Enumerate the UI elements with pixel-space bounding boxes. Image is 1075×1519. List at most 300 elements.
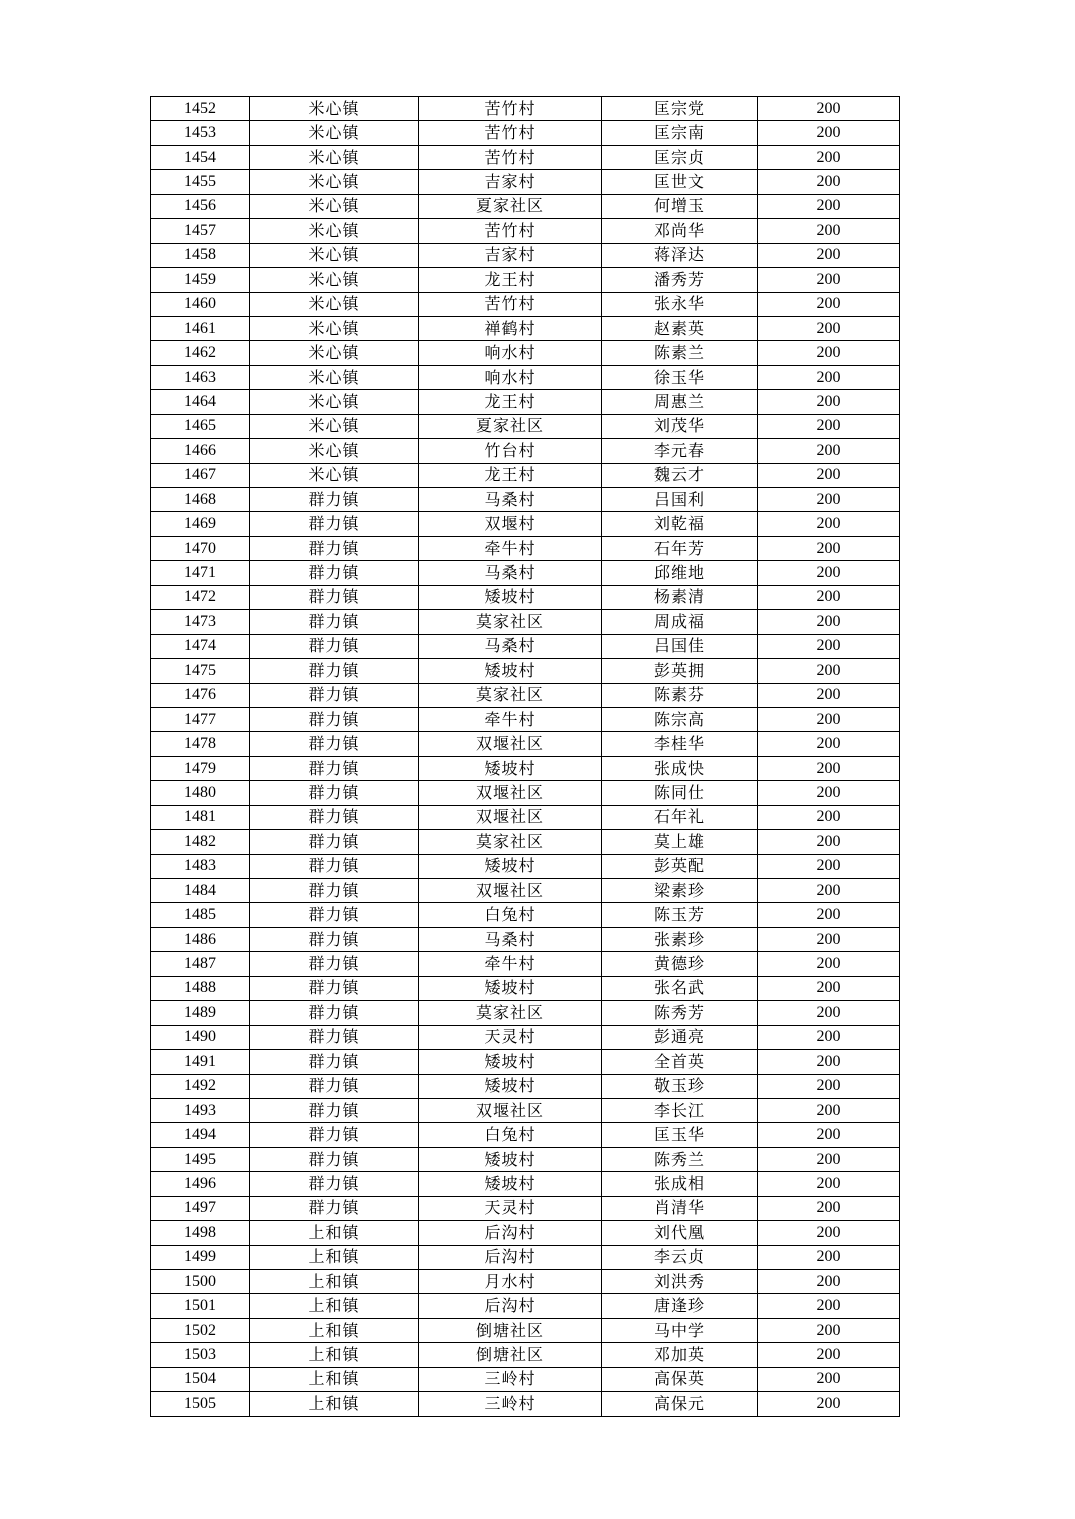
table-row	[151, 341, 900, 365]
village-cell: 三岭村	[419, 1367, 602, 1391]
table-row	[151, 463, 900, 487]
row-number-cell: 1466	[151, 439, 250, 463]
table-row	[151, 194, 900, 218]
amount-cell: 200	[758, 585, 900, 609]
village-cell: 后沟村	[419, 1245, 602, 1269]
row-number-cell: 1460	[151, 292, 250, 316]
amount-cell: 200	[758, 1074, 900, 1098]
village-cell: 矮坡村	[419, 1172, 602, 1196]
table-row	[151, 1050, 900, 1074]
row-number-cell: 1455	[151, 170, 250, 194]
village-cell: 双堰村	[419, 512, 602, 536]
row-number-cell: 1456	[151, 194, 250, 218]
person-name-cell: 张永华	[602, 292, 758, 316]
amount-cell: 200	[758, 1172, 900, 1196]
village-cell: 莫家社区	[419, 830, 602, 854]
row-number-cell: 1482	[151, 830, 250, 854]
village-cell: 马桑村	[419, 634, 602, 658]
row-number-cell: 1493	[151, 1098, 250, 1122]
village-cell: 双堰社区	[419, 805, 602, 829]
table-row	[151, 830, 900, 854]
roster-table	[150, 96, 900, 1417]
row-number-cell: 1457	[151, 219, 250, 243]
row-number-cell: 1480	[151, 781, 250, 805]
row-number-cell: 1469	[151, 512, 250, 536]
amount-cell: 200	[758, 268, 900, 292]
amount-cell: 200	[758, 1147, 900, 1171]
village-cell: 吉家村	[419, 170, 602, 194]
row-number-cell: 1495	[151, 1147, 250, 1171]
row-number-cell: 1454	[151, 145, 250, 169]
village-cell: 马桑村	[419, 561, 602, 585]
amount-cell: 200	[758, 1245, 900, 1269]
table-row	[151, 1392, 900, 1416]
person-name-cell: 徐玉华	[602, 365, 758, 389]
town-cell: 群力镇	[250, 1123, 419, 1147]
town-cell: 上和镇	[250, 1245, 419, 1269]
town-cell: 群力镇	[250, 634, 419, 658]
table-row	[151, 707, 900, 731]
amount-cell: 200	[758, 463, 900, 487]
row-number-cell: 1462	[151, 341, 250, 365]
person-name-cell: 全首英	[602, 1050, 758, 1074]
table-row	[151, 243, 900, 267]
row-number-cell: 1465	[151, 414, 250, 438]
town-cell: 群力镇	[250, 1050, 419, 1074]
amount-cell: 200	[758, 805, 900, 829]
town-cell: 上和镇	[250, 1221, 419, 1245]
amount-cell: 200	[758, 976, 900, 1000]
row-number-cell: 1464	[151, 390, 250, 414]
town-cell: 群力镇	[250, 610, 419, 634]
table-row	[151, 268, 900, 292]
village-cell: 龙王村	[419, 463, 602, 487]
row-number-cell: 1488	[151, 976, 250, 1000]
person-name-cell: 匡宗南	[602, 121, 758, 145]
town-cell: 群力镇	[250, 1172, 419, 1196]
table-row	[151, 365, 900, 389]
town-cell: 群力镇	[250, 512, 419, 536]
village-cell: 矮坡村	[419, 1147, 602, 1171]
person-name-cell: 陈玉芳	[602, 903, 758, 927]
village-cell: 天灵村	[419, 1025, 602, 1049]
table-row	[151, 952, 900, 976]
person-name-cell: 莫上雄	[602, 830, 758, 854]
person-name-cell: 匡世文	[602, 170, 758, 194]
person-name-cell: 陈素兰	[602, 341, 758, 365]
town-cell: 群力镇	[250, 805, 419, 829]
amount-cell: 200	[758, 1221, 900, 1245]
table-row	[151, 903, 900, 927]
person-name-cell: 魏云才	[602, 463, 758, 487]
table-row	[151, 1025, 900, 1049]
town-cell: 米心镇	[250, 316, 419, 340]
table-row	[151, 97, 900, 121]
town-cell: 群力镇	[250, 854, 419, 878]
person-name-cell: 陈秀兰	[602, 1147, 758, 1171]
row-number-cell: 1503	[151, 1343, 250, 1367]
town-cell: 米心镇	[250, 170, 419, 194]
town-cell: 群力镇	[250, 781, 419, 805]
table-row	[151, 1098, 900, 1122]
person-name-cell: 陈秀芳	[602, 1001, 758, 1025]
village-cell: 后沟村	[419, 1294, 602, 1318]
village-cell: 矮坡村	[419, 854, 602, 878]
town-cell: 群力镇	[250, 879, 419, 903]
town-cell: 群力镇	[250, 1001, 419, 1025]
person-name-cell: 邱维地	[602, 561, 758, 585]
person-name-cell: 潘秀芳	[602, 268, 758, 292]
row-number-cell: 1477	[151, 707, 250, 731]
amount-cell: 200	[758, 707, 900, 731]
table-row	[151, 561, 900, 585]
town-cell: 群力镇	[250, 1025, 419, 1049]
amount-cell: 200	[758, 121, 900, 145]
town-cell: 米心镇	[250, 121, 419, 145]
table-row	[151, 634, 900, 658]
person-name-cell: 张成快	[602, 756, 758, 780]
town-cell: 米心镇	[250, 341, 419, 365]
amount-cell: 200	[758, 1270, 900, 1294]
amount-cell: 200	[758, 1001, 900, 1025]
row-number-cell: 1478	[151, 732, 250, 756]
row-number-cell: 1461	[151, 316, 250, 340]
row-number-cell: 1504	[151, 1367, 250, 1391]
village-cell: 马桑村	[419, 927, 602, 951]
village-cell: 三岭村	[419, 1392, 602, 1416]
row-number-cell: 1476	[151, 683, 250, 707]
row-number-cell: 1481	[151, 805, 250, 829]
amount-cell: 200	[758, 292, 900, 316]
town-cell: 群力镇	[250, 927, 419, 951]
amount-cell: 200	[758, 512, 900, 536]
person-name-cell: 刘洪秀	[602, 1270, 758, 1294]
person-name-cell: 匡宗党	[602, 97, 758, 121]
person-name-cell: 敬玉珍	[602, 1074, 758, 1098]
person-name-cell: 张素珍	[602, 927, 758, 951]
row-number-cell: 1486	[151, 927, 250, 951]
row-number-cell: 1499	[151, 1245, 250, 1269]
table-row	[151, 1343, 900, 1367]
person-name-cell: 赵素英	[602, 316, 758, 340]
town-cell: 群力镇	[250, 536, 419, 560]
town-cell: 群力镇	[250, 683, 419, 707]
town-cell: 上和镇	[250, 1367, 419, 1391]
village-cell: 莫家社区	[419, 1001, 602, 1025]
row-number-cell: 1505	[151, 1392, 250, 1416]
town-cell: 上和镇	[250, 1270, 419, 1294]
village-cell: 马桑村	[419, 488, 602, 512]
amount-cell: 200	[758, 561, 900, 585]
town-cell: 群力镇	[250, 903, 419, 927]
person-name-cell: 匡宗贞	[602, 145, 758, 169]
person-name-cell: 彭英配	[602, 854, 758, 878]
amount-cell: 200	[758, 1343, 900, 1367]
row-number-cell: 1467	[151, 463, 250, 487]
amount-cell: 200	[758, 781, 900, 805]
person-name-cell: 邓尚华	[602, 219, 758, 243]
row-number-cell: 1483	[151, 854, 250, 878]
amount-cell: 200	[758, 414, 900, 438]
person-name-cell: 陈素芬	[602, 683, 758, 707]
row-number-cell: 1492	[151, 1074, 250, 1098]
village-cell: 莫家社区	[419, 683, 602, 707]
table-row	[151, 316, 900, 340]
person-name-cell: 黄德珍	[602, 952, 758, 976]
row-number-cell: 1497	[151, 1196, 250, 1220]
table-row	[151, 805, 900, 829]
village-cell: 苦竹村	[419, 121, 602, 145]
amount-cell: 200	[758, 170, 900, 194]
table-row	[151, 536, 900, 560]
person-name-cell: 李元春	[602, 439, 758, 463]
town-cell: 米心镇	[250, 414, 419, 438]
village-cell: 双堰社区	[419, 879, 602, 903]
person-name-cell: 肖清华	[602, 1196, 758, 1220]
table-row	[151, 879, 900, 903]
table-row	[151, 1367, 900, 1391]
row-number-cell: 1498	[151, 1221, 250, 1245]
amount-cell: 200	[758, 659, 900, 683]
town-cell: 上和镇	[250, 1318, 419, 1342]
town-cell: 群力镇	[250, 707, 419, 731]
row-number-cell: 1453	[151, 121, 250, 145]
table-row	[151, 414, 900, 438]
village-cell: 双堰社区	[419, 732, 602, 756]
town-cell: 群力镇	[250, 952, 419, 976]
amount-cell: 200	[758, 732, 900, 756]
person-name-cell: 陈同仕	[602, 781, 758, 805]
row-number-cell: 1500	[151, 1270, 250, 1294]
person-name-cell: 高保元	[602, 1392, 758, 1416]
amount-cell: 200	[758, 903, 900, 927]
village-cell: 苦竹村	[419, 219, 602, 243]
person-name-cell: 蒋泽达	[602, 243, 758, 267]
village-cell: 牵牛村	[419, 707, 602, 731]
amount-cell: 200	[758, 634, 900, 658]
amount-cell: 200	[758, 952, 900, 976]
town-cell: 群力镇	[250, 756, 419, 780]
row-number-cell: 1475	[151, 659, 250, 683]
row-number-cell: 1452	[151, 97, 250, 121]
village-cell: 莫家社区	[419, 610, 602, 634]
village-cell: 矮坡村	[419, 659, 602, 683]
person-name-cell: 吕国利	[602, 488, 758, 512]
amount-cell: 200	[758, 879, 900, 903]
table-row	[151, 170, 900, 194]
amount-cell: 200	[758, 830, 900, 854]
person-name-cell: 吕国佳	[602, 634, 758, 658]
town-cell: 上和镇	[250, 1343, 419, 1367]
town-cell: 群力镇	[250, 1196, 419, 1220]
amount-cell: 200	[758, 365, 900, 389]
row-number-cell: 1459	[151, 268, 250, 292]
person-name-cell: 石年礼	[602, 805, 758, 829]
village-cell: 倒塘社区	[419, 1343, 602, 1367]
village-cell: 双堰社区	[419, 781, 602, 805]
person-name-cell: 何增玉	[602, 194, 758, 218]
amount-cell: 200	[758, 1392, 900, 1416]
table-row	[151, 659, 900, 683]
village-cell: 双堰社区	[419, 1098, 602, 1122]
town-cell: 米心镇	[250, 439, 419, 463]
amount-cell: 200	[758, 683, 900, 707]
village-cell: 竹台村	[419, 439, 602, 463]
village-cell: 后沟村	[419, 1221, 602, 1245]
village-cell: 倒塘社区	[419, 1318, 602, 1342]
table-row	[151, 390, 900, 414]
table-row	[151, 854, 900, 878]
person-name-cell: 张成相	[602, 1172, 758, 1196]
row-number-cell: 1472	[151, 585, 250, 609]
table-row	[151, 1245, 900, 1269]
town-cell: 上和镇	[250, 1294, 419, 1318]
town-cell: 米心镇	[250, 194, 419, 218]
table-row	[151, 145, 900, 169]
amount-cell: 200	[758, 854, 900, 878]
row-number-cell: 1496	[151, 1172, 250, 1196]
amount-cell: 200	[758, 341, 900, 365]
village-cell: 白兔村	[419, 1123, 602, 1147]
row-number-cell: 1485	[151, 903, 250, 927]
town-cell: 米心镇	[250, 365, 419, 389]
row-number-cell: 1470	[151, 536, 250, 560]
village-cell: 龙王村	[419, 268, 602, 292]
amount-cell: 200	[758, 927, 900, 951]
village-cell: 吉家村	[419, 243, 602, 267]
table-row	[151, 292, 900, 316]
town-cell: 群力镇	[250, 488, 419, 512]
amount-cell: 200	[758, 1025, 900, 1049]
village-cell: 牵牛村	[419, 952, 602, 976]
town-cell: 米心镇	[250, 219, 419, 243]
amount-cell: 200	[758, 1294, 900, 1318]
table-row	[151, 610, 900, 634]
amount-cell: 200	[758, 536, 900, 560]
amount-cell: 200	[758, 1123, 900, 1147]
village-cell: 禅鹤村	[419, 316, 602, 340]
person-name-cell: 李云贞	[602, 1245, 758, 1269]
village-cell: 响水村	[419, 341, 602, 365]
row-number-cell: 1458	[151, 243, 250, 267]
table-row	[151, 1147, 900, 1171]
amount-cell: 200	[758, 488, 900, 512]
person-name-cell: 唐逢珍	[602, 1294, 758, 1318]
person-name-cell: 石年芳	[602, 536, 758, 560]
amount-cell: 200	[758, 1098, 900, 1122]
person-name-cell: 彭英拥	[602, 659, 758, 683]
amount-cell: 200	[758, 243, 900, 267]
village-cell: 月水村	[419, 1270, 602, 1294]
person-name-cell: 李长江	[602, 1098, 758, 1122]
town-cell: 群力镇	[250, 561, 419, 585]
amount-cell: 200	[758, 97, 900, 121]
town-cell: 米心镇	[250, 292, 419, 316]
amount-cell: 200	[758, 756, 900, 780]
person-name-cell: 匡玉华	[602, 1123, 758, 1147]
amount-cell: 200	[758, 1050, 900, 1074]
village-cell: 苦竹村	[419, 292, 602, 316]
table-row	[151, 219, 900, 243]
amount-cell: 200	[758, 390, 900, 414]
village-cell: 矮坡村	[419, 585, 602, 609]
amount-cell: 200	[758, 316, 900, 340]
person-name-cell: 李桂华	[602, 732, 758, 756]
town-cell: 上和镇	[250, 1392, 419, 1416]
row-number-cell: 1473	[151, 610, 250, 634]
village-cell: 矮坡村	[419, 1050, 602, 1074]
town-cell: 米心镇	[250, 268, 419, 292]
table-row	[151, 1318, 900, 1342]
amount-cell: 200	[758, 439, 900, 463]
village-cell: 矮坡村	[419, 1074, 602, 1098]
village-cell: 白兔村	[419, 903, 602, 927]
person-name-cell: 刘代凰	[602, 1221, 758, 1245]
row-number-cell: 1471	[151, 561, 250, 585]
table-row	[151, 439, 900, 463]
village-cell: 夏家社区	[419, 414, 602, 438]
table-row	[151, 732, 900, 756]
table-row	[151, 585, 900, 609]
table-row	[151, 683, 900, 707]
amount-cell: 200	[758, 145, 900, 169]
village-cell: 矮坡村	[419, 976, 602, 1000]
row-number-cell: 1489	[151, 1001, 250, 1025]
row-number-cell: 1479	[151, 756, 250, 780]
village-cell: 矮坡村	[419, 756, 602, 780]
table-row	[151, 1074, 900, 1098]
amount-cell: 200	[758, 1367, 900, 1391]
town-cell: 群力镇	[250, 1074, 419, 1098]
table-row	[151, 976, 900, 1000]
village-cell: 苦竹村	[419, 145, 602, 169]
table-row	[151, 756, 900, 780]
village-cell: 苦竹村	[419, 97, 602, 121]
table-row	[151, 1123, 900, 1147]
table-row	[151, 1172, 900, 1196]
amount-cell: 200	[758, 1196, 900, 1220]
table-row	[151, 1294, 900, 1318]
amount-cell: 200	[758, 1318, 900, 1342]
person-name-cell: 梁素珍	[602, 879, 758, 903]
table-row	[151, 1221, 900, 1245]
person-name-cell: 邓加英	[602, 1343, 758, 1367]
row-number-cell: 1490	[151, 1025, 250, 1049]
row-number-cell: 1502	[151, 1318, 250, 1342]
table-row	[151, 1001, 900, 1025]
amount-cell: 200	[758, 610, 900, 634]
row-number-cell: 1501	[151, 1294, 250, 1318]
town-cell: 米心镇	[250, 463, 419, 487]
town-cell: 米心镇	[250, 390, 419, 414]
town-cell: 群力镇	[250, 585, 419, 609]
table-row	[151, 927, 900, 951]
village-cell: 牵牛村	[419, 536, 602, 560]
town-cell: 群力镇	[250, 1147, 419, 1171]
town-cell: 群力镇	[250, 830, 419, 854]
table-row	[151, 512, 900, 536]
row-number-cell: 1484	[151, 879, 250, 903]
table-row	[151, 1196, 900, 1220]
roster-body	[151, 97, 900, 1417]
town-cell: 群力镇	[250, 1098, 419, 1122]
person-name-cell: 刘乾福	[602, 512, 758, 536]
town-cell: 群力镇	[250, 659, 419, 683]
village-cell: 天灵村	[419, 1196, 602, 1220]
amount-cell: 200	[758, 194, 900, 218]
town-cell: 米心镇	[250, 97, 419, 121]
town-cell: 群力镇	[250, 976, 419, 1000]
